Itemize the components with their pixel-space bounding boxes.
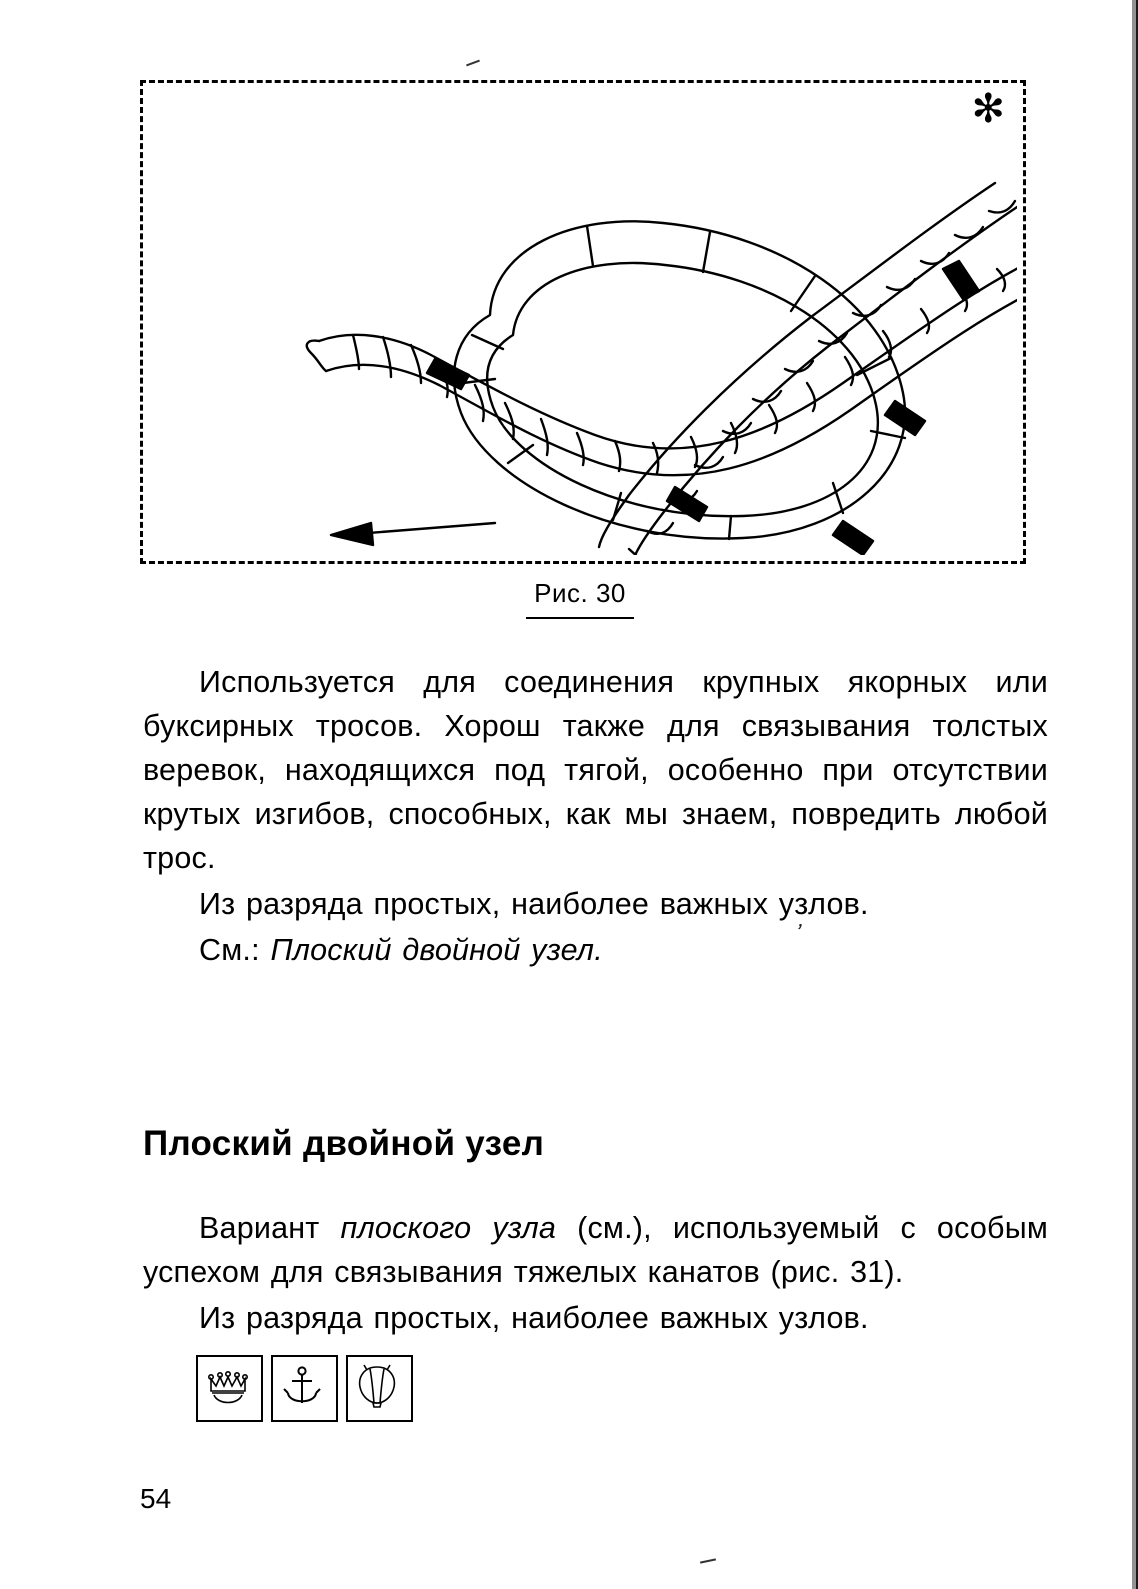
icon-row (196, 1355, 413, 1422)
figure-frame (140, 80, 1026, 564)
figure-caption-text: Рис. 30 (534, 578, 626, 608)
section-paragraph-2: Из разряда простых, наиболее важных узлов. (199, 1301, 869, 1335)
asterisk-icon: ✻ (971, 86, 1005, 131)
knot-illustration (143, 83, 1017, 555)
see-also-reference: Плоский двойной узел. (270, 933, 603, 967)
anchor-icon (271, 1355, 338, 1422)
see-also-line (143, 928, 1048, 972)
crown-icon (196, 1355, 263, 1422)
section-paragraph-1 (143, 1206, 1048, 1294)
section-paragraph-1-after: (см.), используемый с особым успехом для связывания тяжелых канатов (рис. 31). (143, 1211, 1049, 1289)
figure-caption-rule (526, 617, 634, 619)
body-text-column (143, 660, 1048, 1342)
scan-artifact-top (466, 60, 480, 67)
see-also-prefix: См.: (199, 933, 260, 967)
section-paragraph-1-before: Вариант (199, 1211, 341, 1245)
paragraph-category: Из разряда простых, наиболее важных узлов. (199, 887, 869, 921)
scan-artifact-mark: ʼ (791, 919, 805, 948)
figure-caption (140, 578, 1020, 619)
page-number: 54 (140, 1483, 172, 1514)
paragraph-description: Используется для соединения крупных якорных или буксирных тросов. Хорош также для связывания толстых веревок, находящихся под тягой, особенно при отсутствии крутых изгибов, способных, как мы знаем, повредить любой трос. (143, 665, 1048, 875)
scan-page-edge (1090, 0, 1138, 1589)
balloon-icon (346, 1355, 413, 1422)
section-title: Плоский двойной узел (143, 1124, 545, 1163)
section-paragraph-1-italic: плоского узла (340, 1211, 557, 1245)
scan-artifact-bottom (700, 1558, 716, 1563)
